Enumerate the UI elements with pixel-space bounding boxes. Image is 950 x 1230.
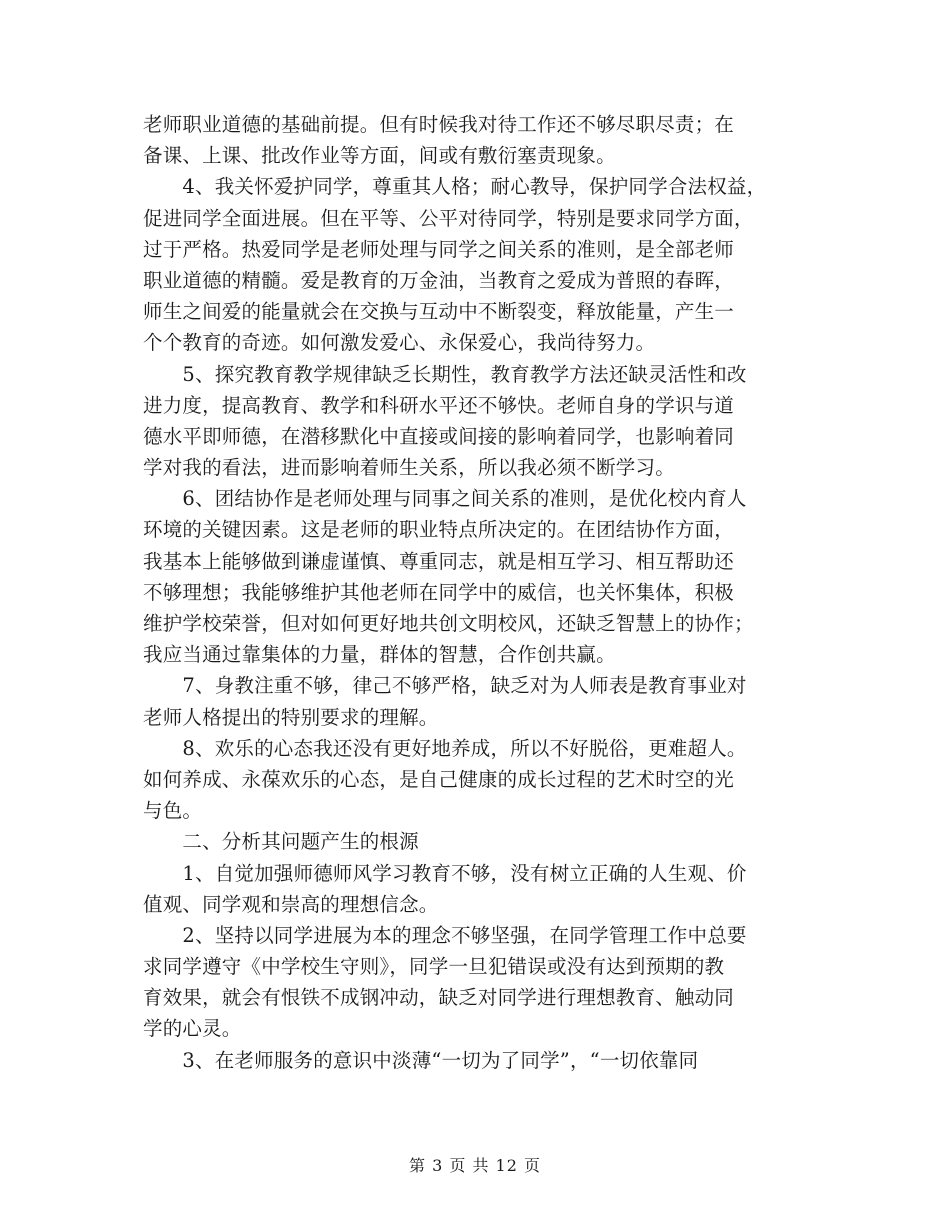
text-line: 老师人格提出的特别要求的理解。: [143, 705, 439, 729]
text-line: 我基本上能够做到谦虚谨慎、尊重同志，就是相互学习、相互帮助还: [143, 549, 735, 573]
text-line: 环境的关键因素。这是老师的职业特点所决定的。在团结协作方面，: [143, 518, 735, 542]
text-line: 值观、同学观和崇高的理想信念。: [143, 892, 439, 916]
text-line: 4、我关怀爱护同学，尊重其人格；耐心教导，保护同学合法权益，: [143, 175, 767, 199]
text-line: 8、欢乐的心态我还没有更好地养成，所以不好脱俗，更难超人。: [143, 736, 747, 760]
text-line: 师生之间爱的能量就会在交换与互动中不断裂变，释放能量，产生一: [143, 300, 735, 324]
text-line: 我应当通过靠集体的力量，群体的智慧，合作创共赢。: [143, 643, 616, 667]
text-line: 3、在老师服务的意识中淡薄“一切为了同学”，“一切依靠同: [143, 1048, 699, 1072]
text-line: 不够理想；我能够维护其他老师在同学中的威信，也关怀集体，积极: [143, 580, 735, 604]
page-number-footer: 第 3 页 共 12 页: [409, 1156, 541, 1175]
text-line: 维护学校荣誉，但对如何更好地共创文明校风，还缺乏智慧上的协作；: [143, 612, 754, 635]
text-line: 6、团结协作是老师处理与同事之间关系的准则，是优化校内育人: [143, 487, 747, 511]
text-line: 求同学遵守《中学校生守则》，同学一旦犯错误或没有达到预期的教: [143, 955, 725, 979]
text-line: 过于严格。热爱同学是老师处理与同学之间关系的准则，是全部老师: [143, 237, 735, 261]
text-line: 德水平即师德，在潜移默化中直接或间接的影响着同学，也影响着同: [143, 424, 735, 448]
text-line: 5、探究教育教学规律缺乏长期性，教育教学方法还缺灵活性和改: [143, 362, 747, 386]
text-line: 老师职业道德的基础前提。但有时候我对待工作还不够尽职尽责；在: [143, 113, 735, 136]
text-line: 1、自觉加强师德师风学习教育不够，没有树立正确的人生观、价: [143, 861, 747, 885]
text-line: 2、坚持以同学进展为本的理念不够坚强，在同学管理工作中总要: [143, 923, 747, 947]
text-line: 7、身教注重不够，律己不够严格，缺乏对为人师表是教育事业对: [143, 674, 747, 698]
text-line: 备课、上课、批改作业等方面，间或有敷衍塞责现象。: [143, 144, 616, 168]
text-line: 进力度，提高教育、教学和科研水平还不够快。老师自身的学识与道: [143, 393, 735, 417]
text-line: 学对我的看法，进而影响着师生关系，所以我必须不断学习。: [143, 456, 675, 480]
document-body: [143, 109, 815, 1076]
text-line: 与色。: [143, 799, 203, 823]
text-line: 育效果，就会有恨铁不成钢冲动，缺乏对同学进行理想教育、触动同: [143, 986, 735, 1010]
section-heading: 二、分析其问题产生的根源: [143, 830, 419, 854]
text-line: 职业道德的精髓。爱是教育的万金油，当教育之爱成为普照的春晖，: [143, 268, 735, 292]
text-line: 促进同学全面进展。但在平等、公平对待同学，特别是要求同学方面，: [143, 206, 754, 230]
text-line: 如何养成、永葆欢乐的心态，是自己健康的成长过程的艺术时空的光: [143, 767, 735, 791]
text-line: 个个教育的奇迹。如何激发爱心、永保爱心，我尚待努力。: [143, 331, 656, 355]
text-line: 学的心灵。: [143, 1017, 242, 1041]
